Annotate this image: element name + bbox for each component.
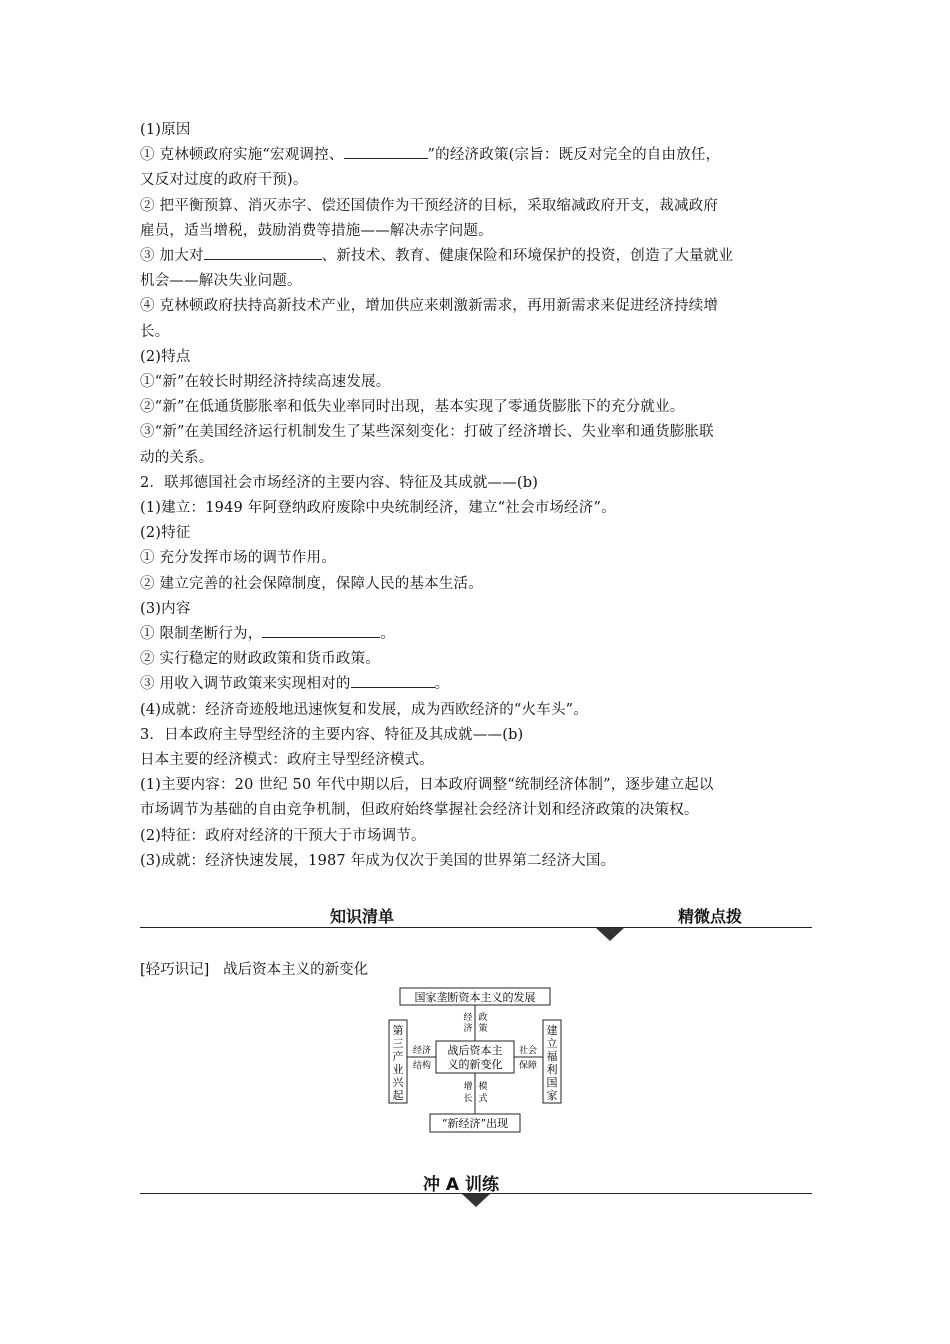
text-line: ② 建立完善的社会保障制度，保障人民的基本生活。 xyxy=(140,575,483,592)
text-line: (2)特征 xyxy=(140,525,191,542)
diagram-caption xyxy=(140,958,368,979)
left-box-char: 起 xyxy=(392,1089,404,1102)
label-top-right: 策 xyxy=(478,1024,488,1034)
text-line: 雇员，适当增税，鼓励消费等措施——解决赤字问题。 xyxy=(140,222,493,239)
label-bottom-left: 长 xyxy=(463,1094,473,1104)
text-line: 日本主要的经济模式：政府主导型经济模式。 xyxy=(140,752,434,769)
bottom-box-text: “新经济”出现 xyxy=(441,1117,509,1130)
top-box-text: 国家垄断资本主义的发展 xyxy=(414,991,536,1004)
text-line: 动的关系。 xyxy=(140,449,214,466)
text-line: 市场调节为基础的自由竞争机制，但政府始终掌握社会经济计划和经济政策的决策权。 xyxy=(140,802,699,819)
text-line: ① 充分发挥市场的调节作用。 xyxy=(140,550,336,567)
fill-blank xyxy=(344,144,428,159)
section-rule xyxy=(140,927,812,928)
text-line: (2)特点 xyxy=(140,348,191,365)
left-box-char: 第 xyxy=(392,1024,404,1037)
left-box-char: 业 xyxy=(392,1063,404,1076)
center-text-2: 义的新变化 xyxy=(447,1058,503,1071)
text-line: ② 实行稳定的财政政策和货币政策。 xyxy=(140,651,381,668)
caption-text: 战后资本主义的新变化 xyxy=(223,962,369,978)
label-right-1: 社会 xyxy=(518,1046,538,1056)
section-header-practice xyxy=(140,1168,812,1214)
section-title-left: 知识清单 xyxy=(330,907,395,926)
right-box-char: 利 xyxy=(546,1063,558,1076)
right-box-char: 立 xyxy=(546,1037,558,1050)
right-box-char: 福 xyxy=(546,1050,558,1063)
label-top-left: 济 xyxy=(463,1024,473,1034)
text-line: (2)特征：政府对经济的干预大于市场调节。 xyxy=(140,827,426,844)
right-box-char: 国 xyxy=(546,1076,558,1089)
section-title-practice: 冲 A 训练 xyxy=(423,1175,499,1195)
caption-tag: [轻巧识记] xyxy=(140,962,210,978)
left-box-char: 产 xyxy=(392,1050,404,1063)
text-line: (3)成就：经济快速发展，1987 年成为仅次于美国的世界第二经济大国。 xyxy=(140,852,616,869)
label-right-2: 保障 xyxy=(518,1061,538,1071)
text-segment: ① 限制垄断行为， xyxy=(140,626,263,643)
section-title-right: 精微点拨 xyxy=(678,907,743,926)
section-marker-triangle xyxy=(596,928,624,941)
text-line: ④ 克林顿政府扶持高新技术产业，增加供应来刺激新需求，再用新需求来促进经济持续增 xyxy=(140,298,719,315)
text-segment: 。 xyxy=(434,676,450,693)
fill-blank xyxy=(262,623,380,638)
text-line: ② 把平衡预算、消灭赤字、偿还国债作为干预经济的目标，采取缩减政府开支，裁减政府 xyxy=(140,197,719,214)
text-line xyxy=(140,143,812,168)
text-segment: ③ 用收入调节政策来实现相对的 xyxy=(140,676,351,693)
text-line: ①“新”在较长时期经济持续高速发展。 xyxy=(140,374,391,391)
left-box-char: 兴 xyxy=(392,1076,404,1089)
center-text-1: 战后资本主 xyxy=(447,1044,503,1057)
text-line: (1)主要内容：20 世纪 50 年代中期以后，日本政府调整“统制经济体制”，逐步建立起以 xyxy=(140,777,714,794)
right-box-char: 家 xyxy=(546,1089,558,1102)
label-top-right: 政 xyxy=(478,1013,488,1023)
text-line: 2．联邦德国社会市场经济的主要内容、特征及其成就——(b) xyxy=(140,474,539,491)
label-left-1: 经济 xyxy=(412,1046,432,1056)
label-bottom-right: 模 xyxy=(478,1082,488,1092)
label-bottom-right: 式 xyxy=(478,1094,488,1104)
label-top-left: 经 xyxy=(463,1013,473,1023)
right-box-char: 建 xyxy=(546,1024,558,1037)
text-segment: ③ 加大对 xyxy=(140,248,204,265)
text-line: ②“新”在低通货膨胀率和低失业率同时出现，基本实现了零通货膨胀下的充分就业。 xyxy=(140,399,685,416)
text-line xyxy=(140,244,812,269)
fill-blank xyxy=(351,673,435,688)
text-line: (3)内容 xyxy=(140,600,191,617)
label-left-2: 结构 xyxy=(412,1061,432,1071)
text-line: (1)建立：1949 年阿登纳政府废除中央统制经济，建立“社会市场经济”。 xyxy=(140,500,616,517)
text-segment: 、新技术、教育、健康保险和环境保护的投资，创造了大量就业 xyxy=(321,248,734,265)
text-line: (4)成就：经济奇迹般地迅速恢复和发展，成为西欧经济的“火车头”。 xyxy=(140,701,588,718)
text-segment: 。 xyxy=(380,626,396,643)
section-marker-triangle xyxy=(462,1194,490,1207)
text-segment: ① 克林顿政府实施“宏观调控、 xyxy=(140,147,344,164)
text-line: (1)原因 xyxy=(140,122,191,138)
text-line: 机会——解决失业问题。 xyxy=(140,273,302,290)
section-header-knowledge xyxy=(140,900,812,946)
text-line: ③“新”在美国经济运行机制发生了某些深刻变化：打破了经济增长、失业率和通货膨胀联 xyxy=(140,424,714,441)
label-bottom-left: 增 xyxy=(463,1082,473,1092)
text-line xyxy=(140,622,812,647)
fill-blank xyxy=(204,245,322,260)
concept-diagram xyxy=(385,985,565,1137)
text-line xyxy=(140,672,812,697)
text-line: 3．日本政府主导型经济的主要内容、特征及其成就——(b) xyxy=(140,726,524,743)
text-segment: ”的经济政策(宗旨：既反对完全的自由放任， xyxy=(427,147,721,164)
document-body xyxy=(140,118,812,874)
left-box-char: 三 xyxy=(392,1037,404,1050)
text-line: 又反对过度的政府干预)。 xyxy=(140,172,308,189)
text-line: 长。 xyxy=(140,323,170,340)
